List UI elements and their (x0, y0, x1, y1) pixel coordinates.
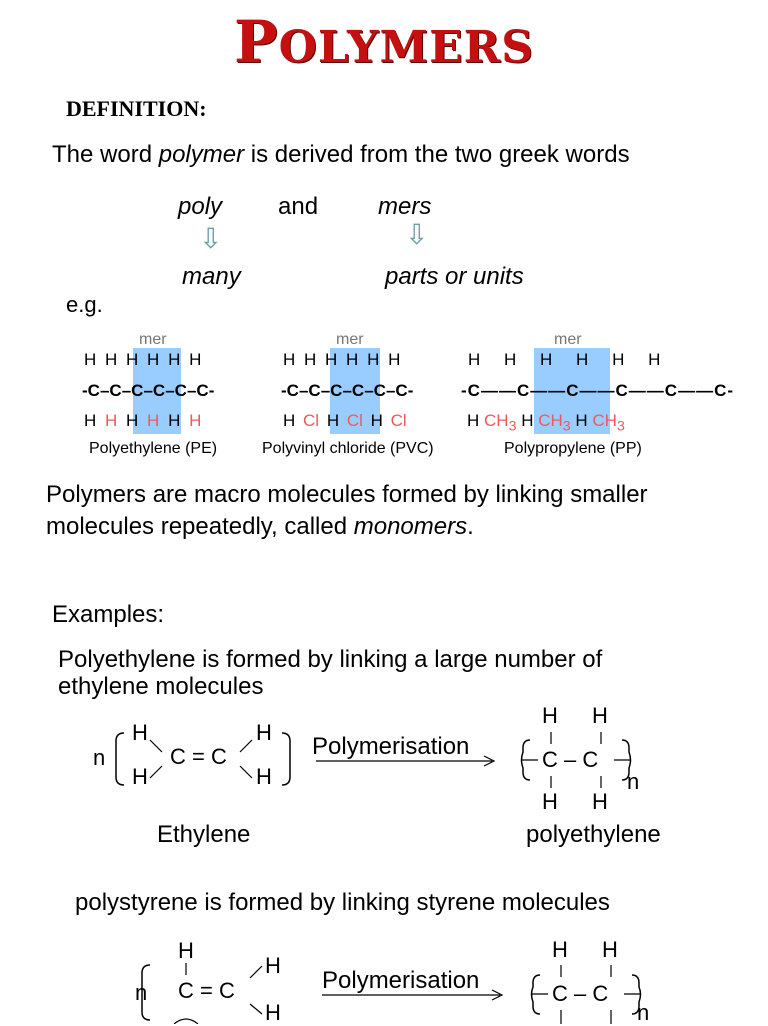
eg-label: e.g. (66, 292, 103, 317)
ethylene-label: Ethylene (157, 821, 251, 848)
eq1-h: H (132, 764, 148, 789)
pp-top-h-row: H H H H H H (468, 350, 661, 369)
eq1p-h: H (592, 703, 608, 728)
mer-label: mer (554, 331, 582, 348)
pe-bottom-row: H H H H H H (84, 411, 202, 430)
intro-sentence: The word polymer is derived from the two greek words (52, 141, 630, 168)
examples-heading: Examples: (52, 601, 165, 628)
macro-line-2: molecules repeatedly, called monomers. (46, 513, 474, 540)
pvc-bottom-row: H Cl H Cl H Cl (283, 411, 407, 430)
eq2-double-bond: C = C (178, 978, 235, 1003)
word-parts-or-units: parts or units (385, 263, 524, 290)
eq1p-chain: C – C (542, 747, 599, 772)
eq2p-h: H (602, 937, 618, 962)
eq2-h: H (265, 953, 281, 978)
word-mers: mers (378, 193, 432, 220)
eq1-h: H (256, 764, 272, 789)
page-title: POLYMERS (233, 8, 535, 76)
definition-heading: DEFINITION: (66, 96, 207, 121)
word-poly: poly (178, 193, 223, 220)
eq2-n: n (135, 980, 148, 1005)
pvc-top-h-row: H H H H H H (283, 350, 401, 369)
pe-top-h-row: H H H H H H (84, 350, 202, 369)
eq1p-h: H (542, 703, 558, 728)
down-arrow-icon: ⇩ (199, 223, 223, 254)
mer-label: mer (139, 331, 167, 348)
eq1p-n: n (627, 769, 640, 794)
pe-caption: Polyethylene (PE) (89, 440, 218, 457)
pvc-caption: Polyvinyl chloride (PVC) (262, 440, 434, 457)
pe-text-line-1: Polyethylene is formed by linking a large number of (58, 646, 603, 673)
eq1-double-bond: C = C (170, 744, 227, 769)
macro-line-1: Polymers are macro molecules formed by linking smaller (46, 481, 648, 508)
eq2p-n: n (637, 1000, 650, 1025)
polyethylene-label: polyethylene (526, 821, 661, 848)
pp-caption: Polypropylene (PP) (504, 440, 642, 457)
eq2p-h: H (552, 937, 568, 962)
eq1-h: H (132, 720, 148, 745)
polystyrene-text: polystyrene is formed by linking styrene molecules (75, 889, 610, 916)
word-and: and (278, 193, 319, 220)
eq2-h: H (178, 938, 194, 963)
pe-text-line-2: ethylene molecules (58, 673, 264, 700)
pp-carbon-chain: -C——C——C——C——C——C- (461, 381, 735, 400)
eq1-h: H (256, 720, 272, 745)
eq1p-h: H (542, 789, 558, 814)
down-arrow-icon: ⇩ (405, 219, 429, 250)
pp-bottom-row: H $CH_3$ H $CH_3$ H $CH_3$ (467, 411, 625, 435)
pe-carbon-chain: -C–C–C–C–C–C- (82, 381, 215, 400)
mer-label: mer (336, 331, 364, 348)
eq1-n: n (93, 745, 106, 770)
word-many: many (182, 263, 241, 290)
eq2-h: H (265, 1000, 281, 1025)
eq2p-chain: C – C (552, 981, 609, 1006)
polymerisation-label: Polymerisation (312, 733, 470, 760)
pvc-carbon-chain: -C–C–C–C–C–C- (281, 381, 414, 400)
polymerisation-label: Polymerisation (322, 967, 480, 994)
eq1p-h: H (592, 789, 608, 814)
